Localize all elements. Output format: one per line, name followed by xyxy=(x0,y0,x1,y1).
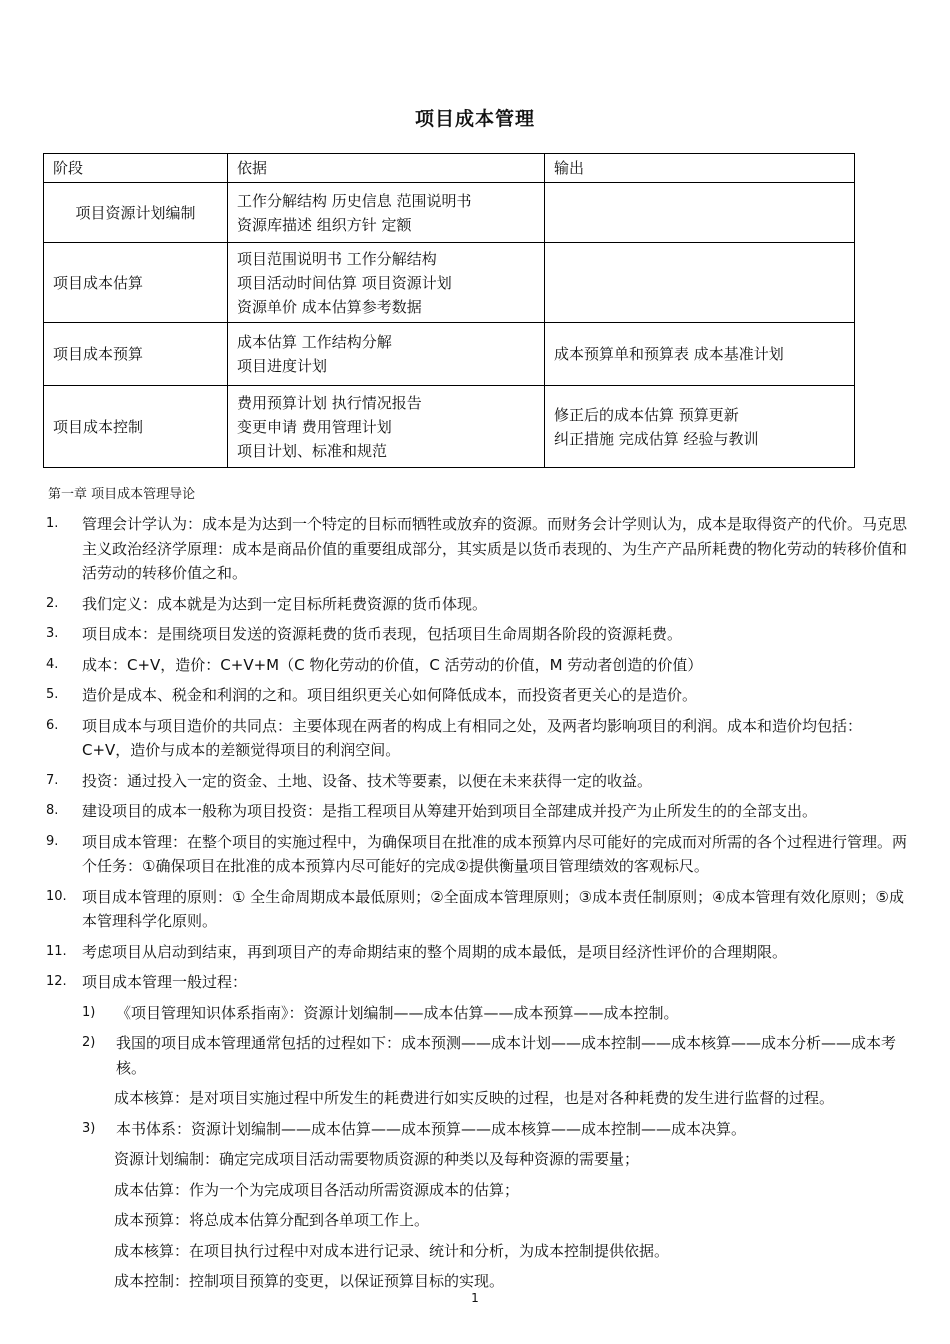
header-stage: 阶段 xyxy=(44,154,228,183)
sub-item-text: 我国的项目成本管理通常包括的过程如下：成本预测——成本计划——成本控制——成本核算——成本分析——成本考核。 xyxy=(116,1034,897,1077)
basis-line: 项目范围说明书 工作分解结构 xyxy=(237,249,437,268)
table-row xyxy=(44,323,855,386)
basis-line: 费用预算计划 执行情况报告 xyxy=(237,393,422,412)
sub-item xyxy=(80,1001,910,1026)
stage-cell: 项目成本预算 xyxy=(44,323,228,386)
sub-note: 成本核算：在项目执行过程中对成本进行记录、统计和分析，为成本控制提供依据。 xyxy=(114,1241,670,1260)
item-number: 6. xyxy=(46,717,59,733)
item-text: 项目成本管理：在整个项目的实施过程中，为确保项目在批准的成本预算内尽可能好的完成而对所需的各个过程进行管理。两个任务：①确保项目在批准的成本预算内尽可能好的完成②提供衡量项目管理绩效的客观标尺。 xyxy=(82,832,908,875)
item-text: 项目成本与项目造价的共同点：主要体现在两者的构成上有相同之处，及两者均影响项目的利润。成本和造价均包括：C+V，造价与成本的差额觉得项目的利润空间。 xyxy=(82,716,863,759)
item-text: 投资：通过投入一定的资金、土地、设备、技术等要素，以便在未来获得一定的收益。 xyxy=(82,771,653,790)
output-line: 纠正措施 完成估算 经验与教训 xyxy=(554,429,759,448)
item-number: 2. xyxy=(46,595,59,611)
page-number: 1 xyxy=(471,1291,479,1305)
stage-cell: 项目成本估算 xyxy=(44,243,228,323)
basis-cell xyxy=(228,386,545,468)
list-item xyxy=(44,512,910,586)
stage-table xyxy=(43,153,855,468)
basis-cell xyxy=(228,323,545,386)
item-text: 造价是成本、税金和利润的之和。项目组织更关心如何降低成本，而投资者更关心的是造价。 xyxy=(82,686,698,704)
list-item xyxy=(44,714,910,763)
list-item xyxy=(44,940,910,965)
item-number: 9. xyxy=(46,833,59,849)
sub-item xyxy=(80,1031,910,1080)
sub-item-text: 本书体系：资源计划编制——成本估算——成本预算——成本核算——成本控制——成本决算。 xyxy=(116,1119,747,1138)
header-output: 输出 xyxy=(545,154,855,183)
table-header-row xyxy=(44,154,855,183)
output-cell xyxy=(545,183,855,243)
item-text: 项目成本管理一般过程： xyxy=(82,973,248,991)
output-line: 成本预算单和预算表 成本基准计划 xyxy=(554,345,784,363)
list-item xyxy=(44,799,910,824)
sub-item-number: 1) xyxy=(82,1004,96,1020)
basis-line: 资源库描述 组织方针 定额 xyxy=(237,215,412,234)
basis-line: 变更申请 费用管理计划 xyxy=(237,417,392,436)
item-text: 成本：C+V，造价：C+V+M（C 物化劳动的价值，C 活劳动的价值，M 劳动者创造的价值） xyxy=(82,655,703,674)
item-number: 11. xyxy=(46,943,67,959)
stage-cell: 项目成本控制 xyxy=(44,386,228,468)
table-row xyxy=(44,386,855,468)
item-number: 12. xyxy=(46,974,67,989)
sub-item xyxy=(80,1117,910,1142)
header-basis: 依据 xyxy=(228,154,545,183)
basis-cell xyxy=(228,243,545,323)
list-item xyxy=(44,830,910,879)
basis-cell xyxy=(228,183,545,243)
list-item xyxy=(44,592,910,617)
item-text: 我们定义：成本就是为达到一定目标所耗费资源的货币体现。 xyxy=(82,594,488,613)
sub-note: 成本估算：作为一个为完成项目各活动所需资源成本的估算； xyxy=(114,1180,520,1199)
basis-line: 资源单价 成本估算参考数据 xyxy=(237,297,422,316)
item-text: 考虑项目从启动到结束，再到项目产的寿命期结束的整个周期的成本最低，是项目经济性评价的合理期限。 xyxy=(82,942,788,961)
list-item xyxy=(44,622,910,647)
sub-item-number: 3) xyxy=(82,1120,96,1136)
list-item xyxy=(44,885,910,934)
basis-line: 项目计划、标准和规范 xyxy=(237,441,388,460)
sub-note: 成本核算：是对项目实施过程中所发生的耗费进行如实反映的过程，也是对各种耗费的发生进行监督的过程。 xyxy=(114,1089,835,1107)
item-number: 4. xyxy=(46,656,59,672)
chapter-heading: 第一章 项目成本管理导论 xyxy=(48,487,196,502)
output-line: 修正后的成本估算 预算更新 xyxy=(554,405,739,424)
numbered-list xyxy=(44,512,910,1300)
output-cell xyxy=(545,243,855,323)
sub-item-text: 《项目管理知识体系指南》：资源计划编制——成本估算——成本预算——成本控制。 xyxy=(116,1003,679,1022)
output-cell xyxy=(545,323,855,386)
list-item xyxy=(44,970,910,995)
stage-cell: 项目资源计划编制 xyxy=(44,183,228,243)
page-title: 项目成本管理 xyxy=(414,108,535,130)
item-number: 3. xyxy=(46,626,59,641)
basis-line: 项目活动时间估算 项目资源计划 xyxy=(237,273,452,292)
basis-line: 工作分解结构 历史信息 范围说明书 xyxy=(237,191,472,210)
item-number: 5. xyxy=(46,687,59,702)
item-text: 项目成本管理的原则：① 全生命周期成本最低原则；②全面成本管理原则；③成本责任制原则；④成本管理有效化原则；⑤成本管理科学化原则。 xyxy=(82,887,905,930)
item-text: 管理会计学认为：成本是为达到一个特定的目标而牺牲或放弃的资源。而财务会计学则认为，成本是取得资产的代价。马克思主义政治经济学原理：成本是商品价值的重要组成部分，其实质是以货币表现的、为生产产品所耗费的物化劳动的转移价值和活劳动的转移价值之和。 xyxy=(82,515,908,582)
table-row xyxy=(44,243,855,323)
item-number: 7. xyxy=(46,772,59,788)
item-number: 1. xyxy=(46,516,59,531)
item-number: 8. xyxy=(46,803,59,818)
list-item xyxy=(44,683,910,708)
sub-note: 成本控制：控制项目预算的变更，以保证预算目标的实现。 xyxy=(114,1272,505,1290)
item-text: 建设项目的成本一般称为项目投资：是指工程项目从筹建开始到项目全部建成并投产为止所发生的的全部支出。 xyxy=(82,802,818,820)
basis-line: 成本估算 工作结构分解 xyxy=(237,333,392,351)
output-cell xyxy=(545,386,855,468)
item-number: 10. xyxy=(46,888,67,904)
table-row xyxy=(44,183,855,243)
list-item xyxy=(44,769,910,794)
sub-note: 资源计划编制：确定完成项目活动需要物质资源的种类以及每种资源的需要量； xyxy=(114,1150,640,1168)
list-item xyxy=(44,653,910,678)
sub-note: 成本预算：将总成本估算分配到各单项工作上。 xyxy=(114,1211,430,1229)
sub-item-number: 2) xyxy=(82,1035,96,1050)
item-text: 项目成本：是围绕项目发送的资源耗费的货币表现，包括项目生命周期各阶段的资源耗费。 xyxy=(82,625,683,643)
basis-line: 项目进度计划 xyxy=(237,357,328,375)
